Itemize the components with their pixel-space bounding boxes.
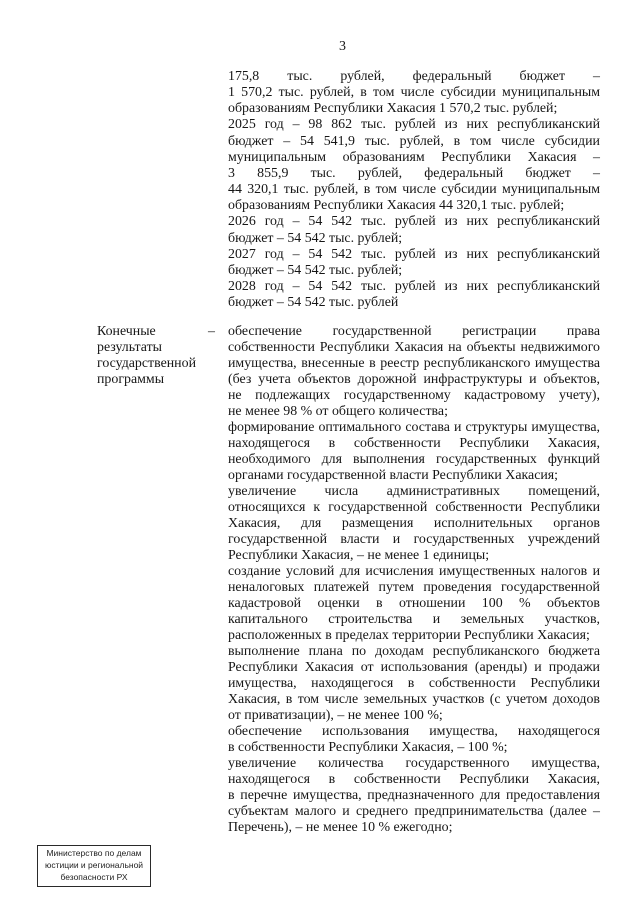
text-line: не подлежащих государственному кадастровому учету), xyxy=(228,388,600,403)
text-line: 1 570,2 тыс. рублей, в том числе субсидии муниципальным xyxy=(228,85,600,101)
results-paragraph xyxy=(228,420,600,484)
text-line: 2027 год – 54 542 тыс. рублей из них республиканский xyxy=(228,246,600,262)
label-line: программы xyxy=(97,372,165,387)
text-line: Хакасия, для размещения исполнительных органов xyxy=(228,516,600,531)
text-line: субъектам малого и среднего предпринимательства (далее – xyxy=(228,804,600,819)
text-line: (без учета объектов дорожной инфраструктуры и объектов, xyxy=(228,372,600,387)
text-line: неналоговых платежей путем проведения государственной xyxy=(228,580,600,595)
text-line: 3 855,9 тыс. рублей, федеральный бюджет – xyxy=(228,165,600,181)
ministry-stamp xyxy=(37,845,151,887)
label-line: Конечные xyxy=(97,324,156,339)
results-paragraph xyxy=(228,564,600,644)
text-line: увеличение числа административных помещений, xyxy=(228,484,600,499)
text-line: расположенных в пределах территории Республики Хакасия; xyxy=(228,628,590,643)
stamp-line: безопасности РХ xyxy=(60,872,128,882)
funding-paragraph xyxy=(228,214,600,246)
text-line: 2026 год – 54 542 тыс. рублей из них республиканский xyxy=(228,214,600,230)
text-line: не менее 98 % от общего количества; xyxy=(228,404,448,419)
text-line: Перечень), – не менее 10 % ежегодно; xyxy=(228,820,453,835)
text-line: 2028 год – 54 542 тыс. рублей из них республиканский xyxy=(228,279,600,295)
text-line: собственности Республики Хакасия на объекты недвижимого xyxy=(228,340,600,355)
final-results-label xyxy=(97,324,196,388)
text-line: Хакасия, в том числе земельных участков (с учетом доходов xyxy=(228,692,600,707)
text-line: формирование оптимального состава и структуры имущества, xyxy=(228,420,600,435)
text-line: выполнение плана по доходам республиканского бюджета xyxy=(228,644,600,659)
text-line: муниципальным образованиям Республики Хакасия – xyxy=(228,149,600,165)
text-line: Республики Хакасия от использования (аренды) и продажи xyxy=(228,660,600,675)
text-line: увеличение количества государственного имущества, xyxy=(228,756,600,771)
final-results-text xyxy=(228,324,600,836)
text-line: Республики Хакасия, – не менее 1 единицы; xyxy=(228,548,490,563)
text-line: капитального строительства и земельных участков, xyxy=(228,612,600,627)
funding-volume-text xyxy=(228,69,600,311)
text-line: имущества, находящегося в собственности Республики xyxy=(228,676,600,691)
results-paragraph xyxy=(228,484,600,564)
text-line: обеспечение использования имущества, находящегося xyxy=(228,724,600,739)
results-paragraph xyxy=(228,324,600,420)
text-line: органами государственной власти Республики Хакасия; xyxy=(228,468,559,483)
stamp-line: Министерство по делам xyxy=(46,848,142,858)
text-line: 175,8 тыс. рублей, федеральный бюджет – xyxy=(228,69,600,84)
text-line: 44 320,1 тыс. рублей, в том числе субсидии муниципальным xyxy=(228,182,600,198)
results-paragraph xyxy=(228,756,600,836)
text-line: необходимого для выполнения государственных функций xyxy=(228,452,600,467)
text-line: создание условий для исчисления имущественных налогов и xyxy=(228,564,600,579)
page-number: 3 xyxy=(339,39,346,54)
text-line: обеспечение государственной регистрации права xyxy=(228,324,600,339)
text-line: бюджет – 54 542 тыс. рублей; xyxy=(228,262,403,278)
text-line: государственной власти и государственных учреждений xyxy=(228,532,600,547)
funding-paragraph xyxy=(228,117,600,214)
text-line: бюджет – 54 542 тыс. рублей xyxy=(228,295,399,311)
text-line: в перечне имущества, предназначенного для предоставления xyxy=(228,788,600,803)
text-line: кадастровой оценки в отношении 100 % объектов xyxy=(228,596,600,611)
results-paragraph xyxy=(228,724,600,756)
text-line: находящегося в собственности Республики Хакасия, xyxy=(228,436,600,451)
text-line: в собственности Республики Хакасия, – 100 %; xyxy=(228,740,508,755)
label-line: государственной xyxy=(97,356,196,371)
text-line: имущества, внесенные в реестр республиканского имущества xyxy=(228,356,600,371)
funding-paragraph xyxy=(228,247,600,279)
label-separator-dash: – xyxy=(208,324,215,339)
text-line: относящихся к государственной собственности Республики xyxy=(228,500,600,515)
funding-paragraph xyxy=(228,279,600,311)
text-line: бюджет – 54 542 тыс. рублей; xyxy=(228,230,403,246)
text-line: от приватизации), – не менее 100 %; xyxy=(228,708,443,723)
text-line: образованиям Республики Хакасия 1 570,2 тыс. рублей; xyxy=(228,101,558,117)
results-paragraph xyxy=(228,644,600,724)
funding-paragraph xyxy=(228,69,600,117)
label-line: результаты xyxy=(97,340,162,355)
text-line: 2025 год – 98 862 тыс. рублей из них республиканский xyxy=(228,117,600,133)
stamp-line: юстиции и региональной xyxy=(44,860,144,870)
text-line: бюджет – 54 541,9 тыс. рублей, в том числе субсидии xyxy=(228,133,600,149)
text-line: образованиям Республики Хакасия 44 320,1 тыс. рублей; xyxy=(228,198,565,214)
text-line: находящегося в собственности Республики Хакасия, xyxy=(228,772,600,787)
